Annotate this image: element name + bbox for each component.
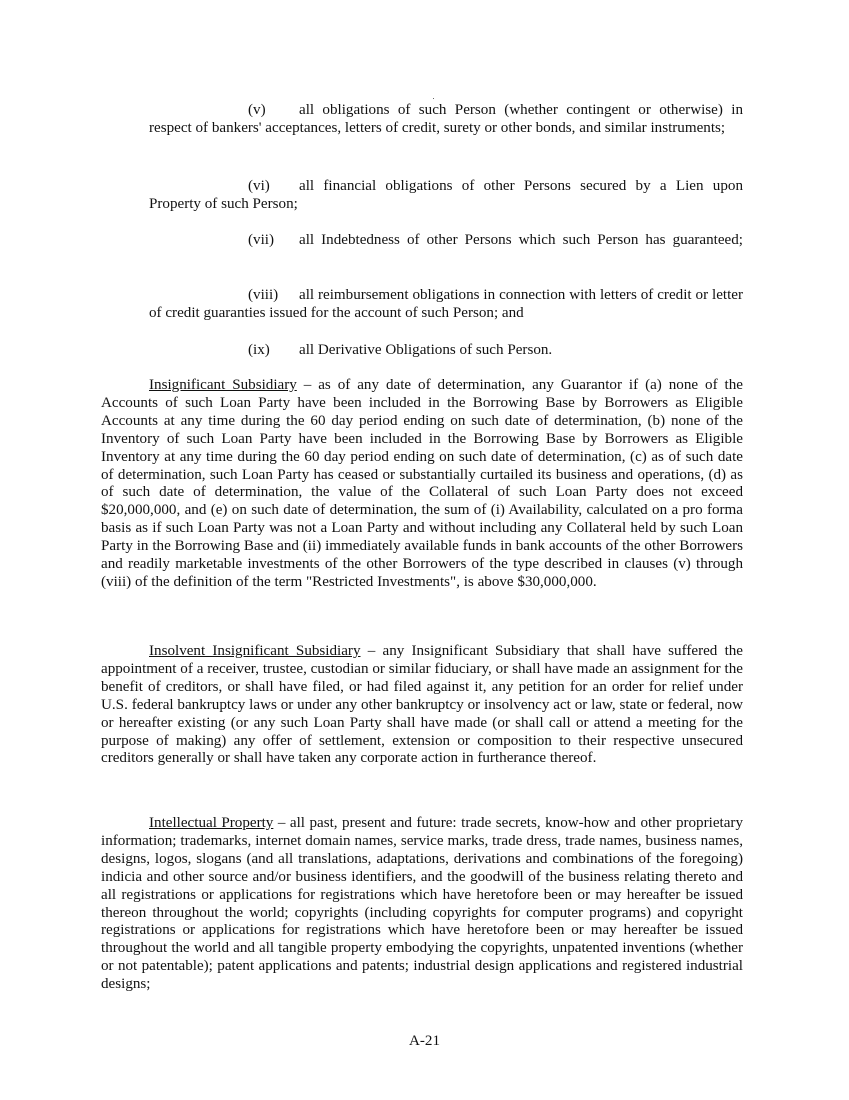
- clause-ix: [149, 342, 743, 360]
- clause-vi: [149, 178, 743, 214]
- clause-text-first-line: all Indebtedness of other Persons which such Person has: [299, 232, 666, 248]
- clause-number: (viii): [248, 287, 279, 303]
- clause-v: [149, 102, 743, 138]
- defined-term: Intellectual Property: [149, 815, 274, 831]
- page-number: A-21: [408, 1033, 441, 1049]
- clause-number: (vi): [248, 178, 270, 194]
- clause-text-rest: respect of bankers' acceptances, letters of credit, surety or other bonds, and similar instruments;: [149, 119, 726, 136]
- clause-number: (v): [248, 102, 266, 118]
- clause-text-first-line: all financial obligations of other Persons secured by a Lien upon: [299, 178, 743, 194]
- clause-vii: [149, 232, 743, 250]
- clause-number: (ix): [248, 342, 270, 358]
- clause-text-first-line: all obligations of such Person (whether contingent or otherwise) in: [299, 102, 743, 118]
- defined-term: Insolvent Insignificant Subsidiary: [149, 643, 361, 659]
- clause-text-rest: guaranteed;: [672, 232, 743, 248]
- clause-text-first-line: all Derivative Obligations of such Person.: [299, 342, 553, 358]
- definition-text: – all past, present and future: trade secrets, know-how and other proprietary information; trademarks, internet domain names, service marks, trade dress, trade names, business names, designs, logos, slogans (and all translations, adaptations, derivations and combinations of the foregoing) indicia and other source and/or business identifiers, and the goodwill of the business relating thereto and all registrations or applications for registrations which have heretofore been or may hereafter be issued thereon throughout the world; copyrights (including copyrights for computer programs) and copyright registrations or applications for registrations which have heretofore been or may hereafter be issued throughout the world and all tangible property embodying the copyrights, unpatented inventions (whether or not patentable); patent applications and patents; industrial design applications and registered industrial designs;: [101, 815, 743, 993]
- definition-insignificant-subsidiary: [101, 377, 743, 592]
- clause-text-rest: Property of such Person;: [149, 195, 298, 212]
- definition-insolvent-insignificant-subsidiary: [101, 643, 743, 768]
- defined-term: Insignificant Subsidiary: [149, 377, 297, 393]
- definition-intellectual-property: [101, 815, 743, 994]
- definition-text: – as of any date of determination, any Guarantor if (a) none of the Accounts of such Loan Party have been included in the Borrowing Base by Borrowers as Eligible Accounts at any time during the 60 day period ending on such date of determination, (b) none of the Inventory of such Loan Party have been included in the Borrowing Base by Borrowers as Eligible Inventory at any time during the 60 day period ending on such date of determination, (c) as of such date of determination, such Loan Party has ceased or substantially curtailed its business and operations, (d) as of such date of determination, the value of the Collateral of such Loan Party does not exceed $20,000,000, and (e) on such date of determination, the sum of (i) Availability, calculated on a pro forma basis as if such Loan Party was not a Loan Party and without including any Collateral held by such Loan Party in the Borrowing Base and (ii) immediately available funds in bank accounts of the other Borrowers and readily marketable investments of the other Borrowers of the type described in clauses (v) through (viii) of the definition of the term "Restricted Investments", is above $30,000,000.: [101, 377, 743, 590]
- clause-text-rest: or letter of credit guaranties issued for the account of such Person; and: [149, 287, 744, 321]
- stray-mark: [433, 98, 434, 99]
- clause-viii: [149, 287, 743, 323]
- clause-number: (vii): [248, 232, 274, 248]
- definition-text: – any Insignificant Subsidiary that shall have suffered the appointment of a receiver, trustee, custodian or similar fiduciary, or shall have made an assignment for the benefit of creditors, or shall have filed, or had filed against it, any petition for an order for relief under U.S. federal bankruptcy laws or under any other bankruptcy or insolvency act or law, state or federal, now or hereafter existing (or any such Loan Party shall have made (or shall call or attend a meeting for the purpose of making) any offer of settlement, extension or composition to their respective unsecured creditors generally or shall have taken any corporate action in furtherance thereof.: [101, 643, 744, 767]
- clause-text-first-line: all reimbursement obligations in connection with letters of credit: [299, 287, 692, 303]
